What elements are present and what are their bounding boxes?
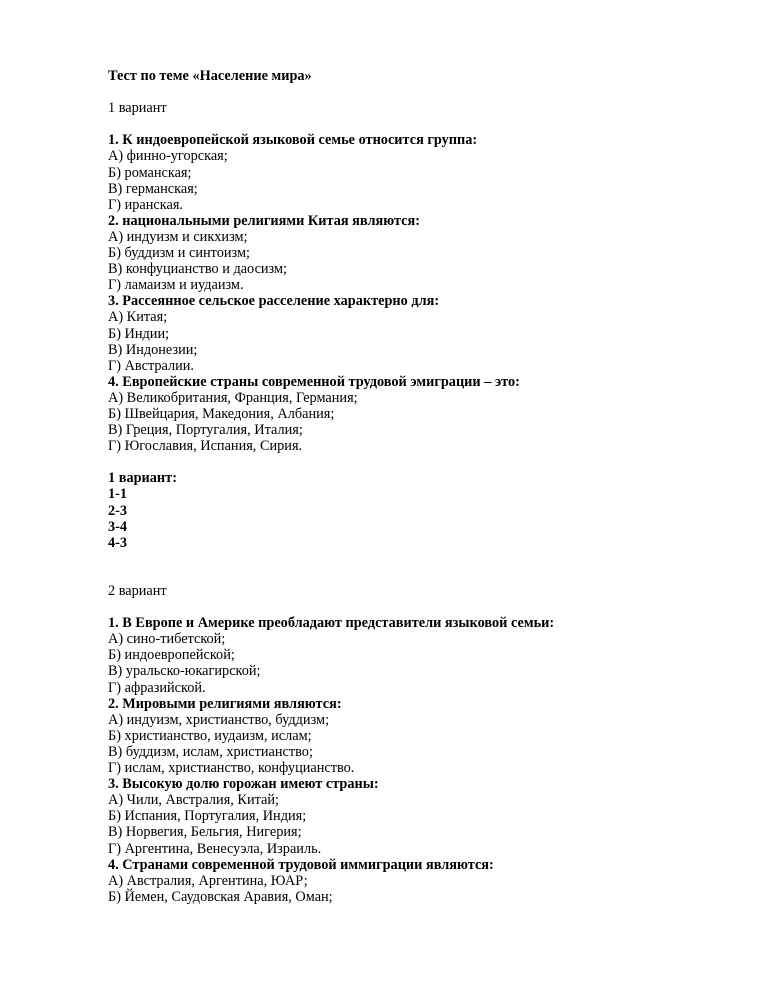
answer-option: В) буддизм, ислам, христианство; — [108, 743, 313, 760]
answer-key-item: 4-3 — [108, 534, 128, 551]
variant-1-heading: 1 вариант — [108, 100, 167, 117]
answer-option: В) конфуцианство и даосизм; — [108, 261, 288, 278]
answer-key-item: 1-1 — [108, 486, 128, 503]
answer-key-item: 2-3 — [108, 502, 128, 519]
answer-option: Г) ламаизм и иудаизм. — [108, 277, 244, 294]
spacer — [108, 116, 728, 132]
answer-option: А) индуизм, христианство, буддизм; — [108, 711, 330, 728]
answer-option: А) финно-угорская; — [108, 148, 228, 165]
answer-option: А) Австралия, Аргентина, ЮАР; — [108, 872, 308, 889]
question: 3. Высокую долю горожан имеют страны: — [108, 776, 379, 793]
spacer — [108, 551, 728, 583]
variant-1-questions — [108, 132, 728, 454]
answer-option: В) уральско-юкагирской; — [108, 663, 261, 680]
answer-option: Б) Швейцария, Македония, Албания; — [108, 405, 335, 422]
answer-option: Б) индоевропейской; — [108, 647, 235, 664]
answer-option: В) Норвегия, Бельгия, Нигерия; — [108, 824, 302, 841]
spacer — [108, 599, 728, 615]
variant-2-questions — [108, 615, 728, 905]
answer-option: Г) ислам, христианство, конфуцианство. — [108, 760, 355, 777]
answer-option: А) сино-тибетской; — [108, 631, 226, 648]
answer-option: В) Греция, Португалия, Италия; — [108, 422, 303, 439]
document-page — [108, 68, 728, 905]
question: 2. национальными религиями Китая являются: — [108, 212, 420, 229]
answer-option: Г) Аргентина, Венесуэла, Израиль. — [108, 840, 322, 857]
question: 2. Мировыми религиями являются: — [108, 695, 342, 712]
answer-option: В) германская; — [108, 180, 198, 197]
question: 4. Европейские страны современной трудовой эмиграции – это: — [108, 373, 520, 390]
answer-option: Б) буддизм и синтоизм; — [108, 245, 250, 262]
answer-option: Б) Йемен, Саудовская Аравия, Оман; — [108, 888, 333, 905]
spacer — [108, 84, 728, 100]
question: 1. В Европе и Америке преобладают представители языковой семьи: — [108, 615, 555, 632]
answer-option: Б) Индии; — [108, 325, 170, 342]
answer-key-item: 3-4 — [108, 518, 128, 535]
answer-option: Б) Испания, Португалия, Индия; — [108, 808, 307, 825]
answer-option: Г) Югославия, Испания, Сирия. — [108, 438, 303, 455]
answer-option: Г) иранская. — [108, 196, 183, 213]
answer-option: Г) Австралии. — [108, 357, 194, 374]
question: 4. Странами современной трудовой иммиграции являются: — [108, 856, 494, 873]
answer-option: А) Китая; — [108, 309, 168, 326]
answer-option: А) Великобритания, Франция, Германия; — [108, 389, 358, 406]
answer-option: Б) христианство, иудаизм, ислам; — [108, 727, 312, 744]
answer-key-1 — [108, 470, 728, 550]
answer-option: Г) афразийской. — [108, 679, 206, 696]
answer-option: А) индуизм и сикхизм; — [108, 228, 248, 245]
answer-key-heading: 1 вариант: — [108, 470, 177, 487]
document-title: Тест по теме «Население мира» — [108, 68, 312, 84]
answer-option: В) Индонезии; — [108, 341, 198, 358]
answer-option: Б) романская; — [108, 164, 192, 181]
question: 3. Рассеянное сельское расселение характерно для: — [108, 293, 440, 310]
spacer — [108, 454, 728, 470]
answer-option: А) Чили, Австралия, Китай; — [108, 792, 280, 809]
question: 1. К индоевропейской языковой семье относится группа: — [108, 132, 478, 149]
variant-2-heading: 2 вариант — [108, 583, 167, 599]
